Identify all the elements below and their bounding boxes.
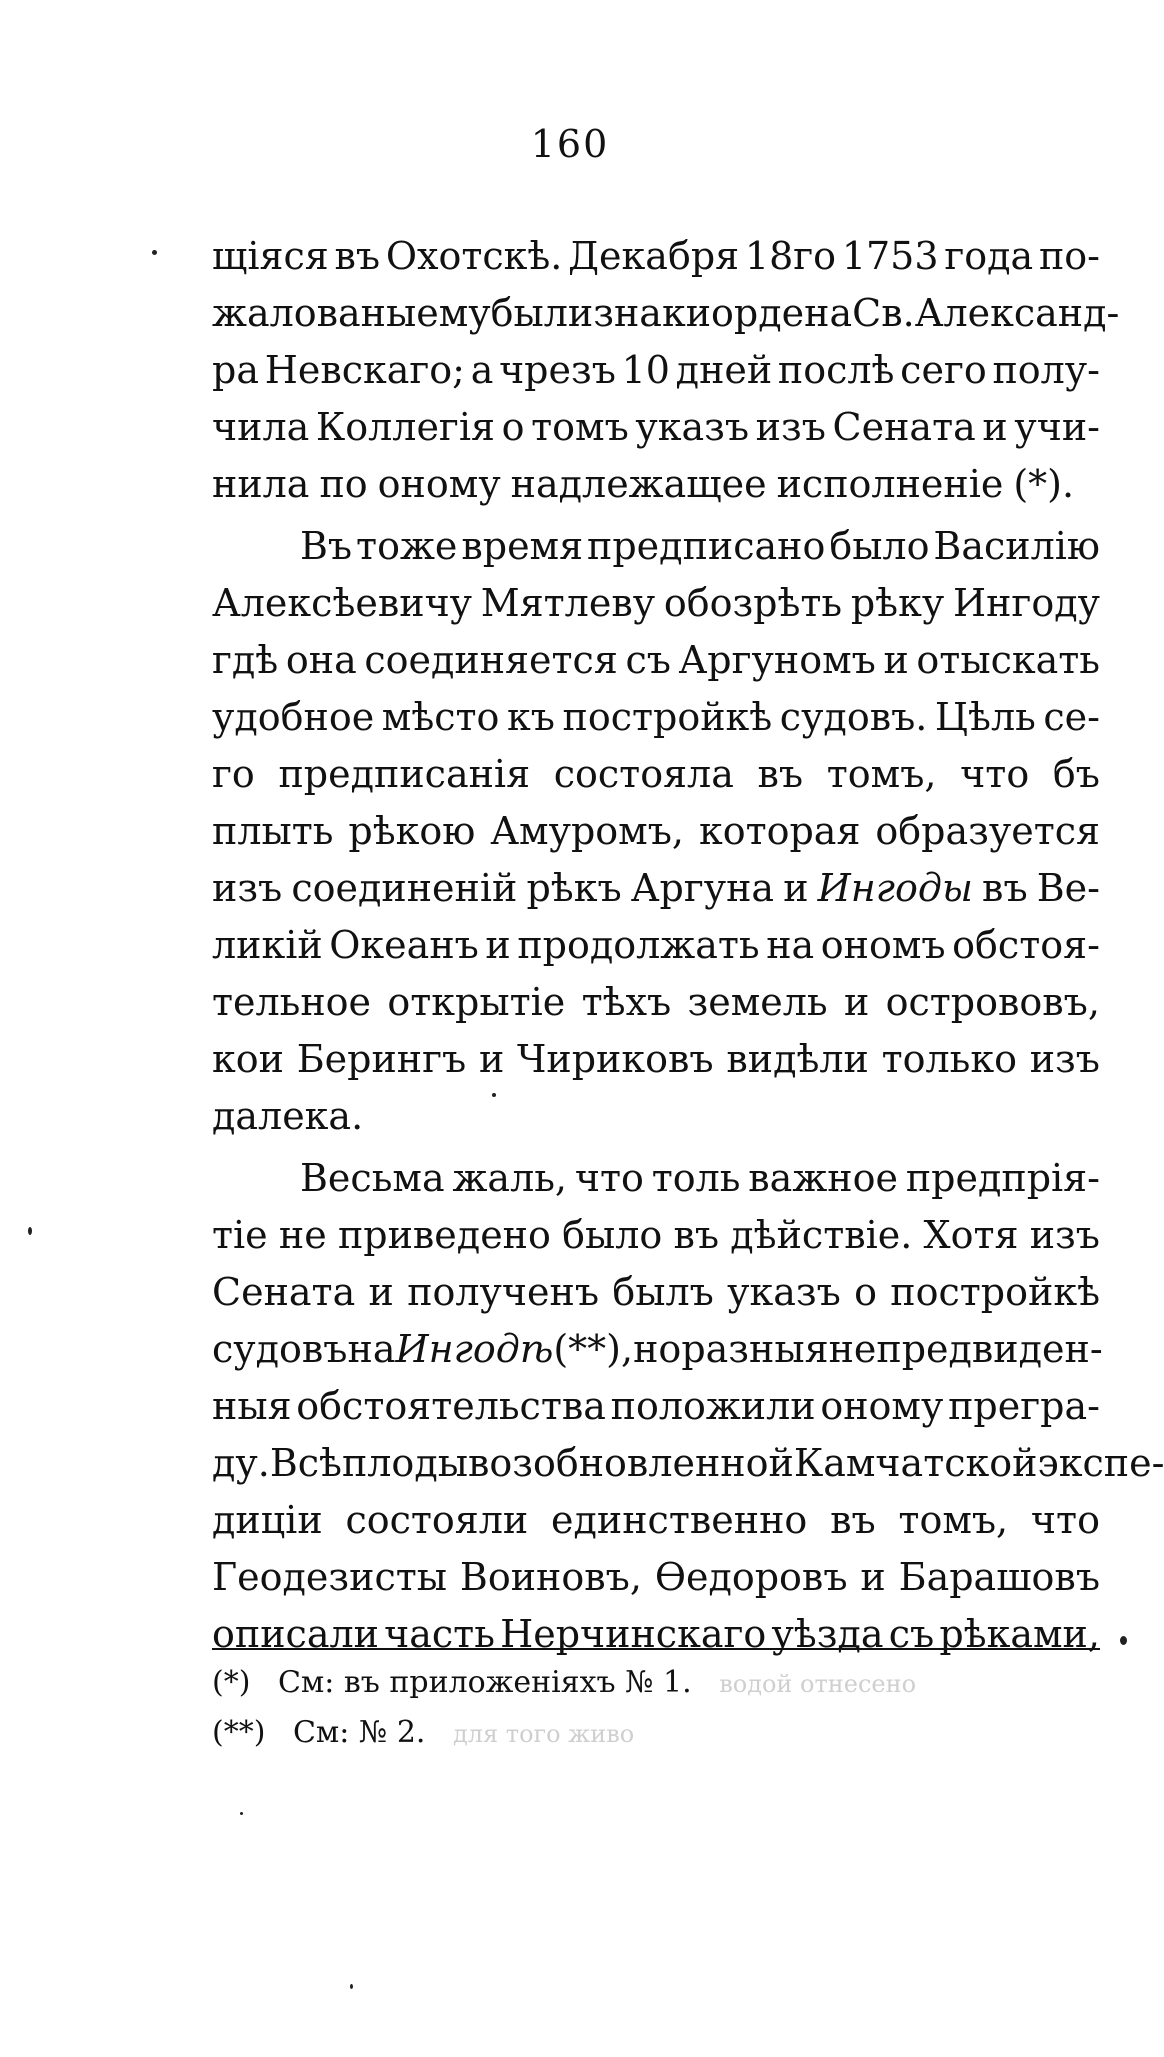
footnote-bleed-text: для того живо: [453, 1720, 635, 1748]
word: экспе-: [1037, 1441, 1164, 1485]
word: на: [347, 1327, 396, 1371]
word: Чириковъ: [517, 1037, 714, 1081]
word: 10: [621, 348, 670, 392]
word: отыскать: [916, 638, 1100, 682]
word: года: [944, 234, 1034, 278]
text-line: [212, 1207, 1100, 1264]
word: тѣхъ: [581, 980, 672, 1024]
word: ликій: [212, 923, 323, 967]
word: ему: [416, 291, 491, 335]
word: и: [883, 638, 909, 682]
word: Всѣ: [269, 1441, 342, 1485]
word: Сената: [212, 1270, 356, 1314]
scan-speck: [240, 1812, 243, 1815]
word: томъ,: [826, 752, 937, 796]
word: Ингодѣ: [395, 1327, 554, 1371]
word: ныя: [212, 1384, 292, 1428]
word: Аргуна: [630, 866, 775, 910]
word: единственно: [551, 1498, 808, 1542]
body-text: [212, 228, 1164, 1663]
word: уѣзда: [771, 1612, 884, 1656]
word: Сената: [832, 405, 976, 449]
word: Цѣль: [934, 695, 1036, 739]
word: надлежащее: [510, 462, 767, 506]
word: судовъ: [212, 1327, 348, 1371]
word: Геодезисты: [212, 1555, 448, 1599]
text-line: [212, 285, 1120, 342]
text-line: [212, 1378, 1100, 1435]
word: что: [960, 752, 1030, 796]
footnote-text: См: № 2.: [292, 1715, 426, 1750]
word: мѣсто: [381, 695, 500, 739]
word: приведено: [337, 1213, 551, 1257]
text-line: [212, 746, 1100, 803]
word: Василію: [933, 524, 1100, 568]
word: о: [501, 405, 525, 449]
word: диціи: [212, 1498, 323, 1542]
word: но: [633, 1327, 682, 1371]
text-line: [212, 1606, 1100, 1663]
word: предписано: [587, 524, 826, 568]
word: кои: [212, 1037, 284, 1081]
word: было: [829, 524, 930, 568]
word: Ѳедоровъ: [654, 1555, 848, 1599]
word: изъ: [212, 866, 283, 910]
word: Барашовъ: [898, 1555, 1100, 1599]
word: ду.: [212, 1441, 270, 1485]
scan-speck: [152, 250, 157, 255]
word: рѣкою: [348, 809, 476, 853]
word: образуется: [875, 809, 1100, 853]
word: исполненіе: [776, 462, 1004, 506]
word: ономъ: [820, 923, 946, 967]
footnotes: [212, 1658, 1100, 1758]
word: ордена: [711, 291, 853, 335]
word: и: [368, 1270, 394, 1314]
word: полу-: [992, 348, 1100, 392]
word: томъ,: [898, 1498, 1009, 1542]
text-line: [212, 1321, 1103, 1378]
text-line: [212, 1549, 1100, 1606]
text-line: [212, 456, 1100, 513]
footnote-text: См: въ приложеніяхъ № 1.: [277, 1665, 692, 1700]
word: продолжать: [517, 923, 760, 967]
word: Берингъ: [296, 1037, 467, 1081]
word: чрезъ: [499, 348, 616, 392]
word: указъ: [635, 405, 750, 449]
word: Коллегія: [315, 405, 495, 449]
word: о: [854, 1270, 877, 1314]
text-line: [212, 860, 1100, 917]
word: Св.: [852, 291, 915, 335]
word: оному: [377, 462, 501, 506]
word: и: [485, 923, 511, 967]
word: прегра-: [948, 1384, 1100, 1428]
word: въ: [673, 1213, 720, 1257]
text-line: [212, 1088, 1100, 1145]
word: тельное: [212, 980, 372, 1024]
word: что: [1030, 1498, 1100, 1542]
word: въ: [982, 866, 1028, 910]
text-line: [212, 632, 1100, 689]
word: оному: [820, 1384, 944, 1428]
word: знаки: [593, 291, 712, 335]
word: и: [843, 980, 870, 1024]
word: открытіе: [387, 980, 566, 1024]
text-line: [212, 1150, 1100, 1207]
word: видѣли: [726, 1037, 869, 1081]
word: судовъ.: [779, 695, 928, 739]
word: Невскаго;: [264, 348, 465, 392]
word: предписанія: [278, 752, 531, 796]
word: 1753: [841, 234, 939, 278]
word: и: [478, 1037, 505, 1081]
word: соединяется: [364, 638, 618, 682]
page-number: 160: [530, 122, 610, 166]
word: по: [319, 462, 368, 506]
scan-speck: [492, 1093, 496, 1097]
word: соединеній: [291, 866, 518, 910]
text-line: [212, 689, 1100, 746]
word: которая: [698, 809, 861, 853]
word: былъ: [612, 1270, 714, 1314]
word: тіе: [212, 1213, 268, 1257]
text-line: [212, 1264, 1100, 1321]
word: толь: [651, 1156, 741, 1200]
word: Океанъ: [329, 923, 479, 967]
word: обозрѣть: [663, 581, 843, 625]
word: въ: [830, 1498, 876, 1542]
word: Нерчинскаго: [500, 1612, 767, 1656]
word: жаль,: [452, 1156, 567, 1200]
word: учи-: [1014, 405, 1100, 449]
text-line: [212, 1492, 1100, 1549]
word: только: [881, 1037, 1017, 1081]
word: не: [278, 1213, 327, 1257]
word: щіяся: [212, 234, 329, 278]
word: земель: [687, 980, 828, 1024]
word: (**),: [553, 1327, 634, 1371]
word: сего: [900, 348, 987, 392]
word: положили: [610, 1384, 816, 1428]
word: изъ: [1029, 1037, 1100, 1081]
word: состояли: [345, 1498, 529, 1542]
word: полученъ: [407, 1270, 600, 1314]
text-line: [212, 228, 1100, 285]
word: постройкѣ: [562, 695, 773, 739]
word: го: [212, 752, 255, 796]
word: Камчатской: [793, 1441, 1038, 1485]
text-line: [212, 1031, 1100, 1088]
word: Аргуномъ: [678, 638, 876, 682]
word: Декабря: [568, 234, 740, 278]
word: состояла: [553, 752, 734, 796]
word: обстоя-: [952, 923, 1100, 967]
word: послѣ: [777, 348, 895, 392]
word: жалованы: [212, 291, 417, 335]
word: удобное: [212, 695, 375, 739]
scan-speck: [350, 1984, 353, 1989]
word: 18го: [744, 234, 837, 278]
word: дѣйствіе.: [730, 1213, 913, 1257]
word: были: [490, 291, 594, 335]
text-line: [212, 575, 1100, 632]
footnote-mark: (*): [212, 1665, 251, 1700]
word: (*).: [1013, 462, 1075, 506]
word: съ: [888, 1612, 935, 1656]
word: Ве-: [1036, 866, 1100, 910]
word: Ингоды: [817, 866, 973, 910]
word: Амуромъ,: [490, 809, 684, 853]
footnote-1: [212, 1658, 1100, 1708]
word: важное: [748, 1156, 898, 1200]
word: возобновленной: [467, 1441, 794, 1485]
word: что: [574, 1156, 644, 1200]
word: нила: [212, 462, 310, 506]
word: и: [982, 405, 1008, 449]
word: изъ: [755, 405, 826, 449]
word: и: [783, 866, 809, 910]
footnote-bleed-text: водой отнесено: [719, 1670, 917, 1698]
word: Александ-: [914, 291, 1120, 335]
word: се-: [1043, 695, 1100, 739]
word: гдѣ: [212, 638, 279, 682]
word: рѣками,: [939, 1612, 1100, 1656]
word: ра: [212, 348, 259, 392]
word: время: [461, 524, 584, 568]
word: плыть: [212, 809, 334, 853]
word: разныя: [681, 1327, 829, 1371]
word: Воиновъ,: [459, 1555, 642, 1599]
word: дней: [675, 348, 773, 392]
text-line: [212, 803, 1100, 860]
word: Алексѣевичу: [212, 581, 473, 625]
word: бъ: [1052, 752, 1100, 796]
word: было: [562, 1213, 663, 1257]
word: предпрія-: [905, 1156, 1100, 1200]
word: по-: [1038, 234, 1100, 278]
word: далека.: [212, 1094, 364, 1138]
word: непредвиден-: [828, 1327, 1103, 1371]
word: Ингоду: [952, 581, 1100, 625]
word: изъ: [1029, 1213, 1100, 1257]
word: рѣкъ: [526, 866, 622, 910]
word: постройкѣ: [890, 1270, 1100, 1314]
word: чила: [212, 405, 310, 449]
text-line: [212, 518, 1100, 575]
word: часть: [384, 1612, 495, 1656]
word: указъ: [727, 1270, 841, 1314]
word: рѣку: [850, 581, 945, 625]
word: острововъ,: [885, 980, 1100, 1024]
text-line: [212, 399, 1100, 456]
word: Мятлеву: [480, 581, 656, 625]
word: въ: [757, 752, 804, 796]
word: Охотскѣ.: [385, 234, 563, 278]
word: она: [285, 638, 357, 682]
word: Весьма: [300, 1156, 445, 1200]
scan-speck: [28, 1227, 32, 1235]
word: въ: [334, 234, 381, 278]
footnote-divider: [212, 1648, 1100, 1650]
footnote-mark: (**): [212, 1715, 266, 1750]
text-line: [212, 1435, 1164, 1492]
text-line: [212, 342, 1100, 399]
word: съ: [625, 638, 671, 682]
scan-speck: [1120, 1636, 1127, 1645]
word: тоже: [356, 524, 458, 568]
word: Хотя: [923, 1213, 1019, 1257]
word: а: [470, 348, 494, 392]
word: обстоятельства: [296, 1384, 606, 1428]
word: плоды: [341, 1441, 468, 1485]
word: къ: [507, 695, 555, 739]
footnote-2: [212, 1708, 1100, 1758]
word: описали: [212, 1612, 379, 1656]
word: томъ: [531, 405, 629, 449]
word: на: [766, 923, 815, 967]
word: и: [860, 1555, 886, 1599]
text-line: [212, 974, 1100, 1031]
word: Въ: [300, 524, 353, 568]
text-line: [212, 917, 1100, 974]
